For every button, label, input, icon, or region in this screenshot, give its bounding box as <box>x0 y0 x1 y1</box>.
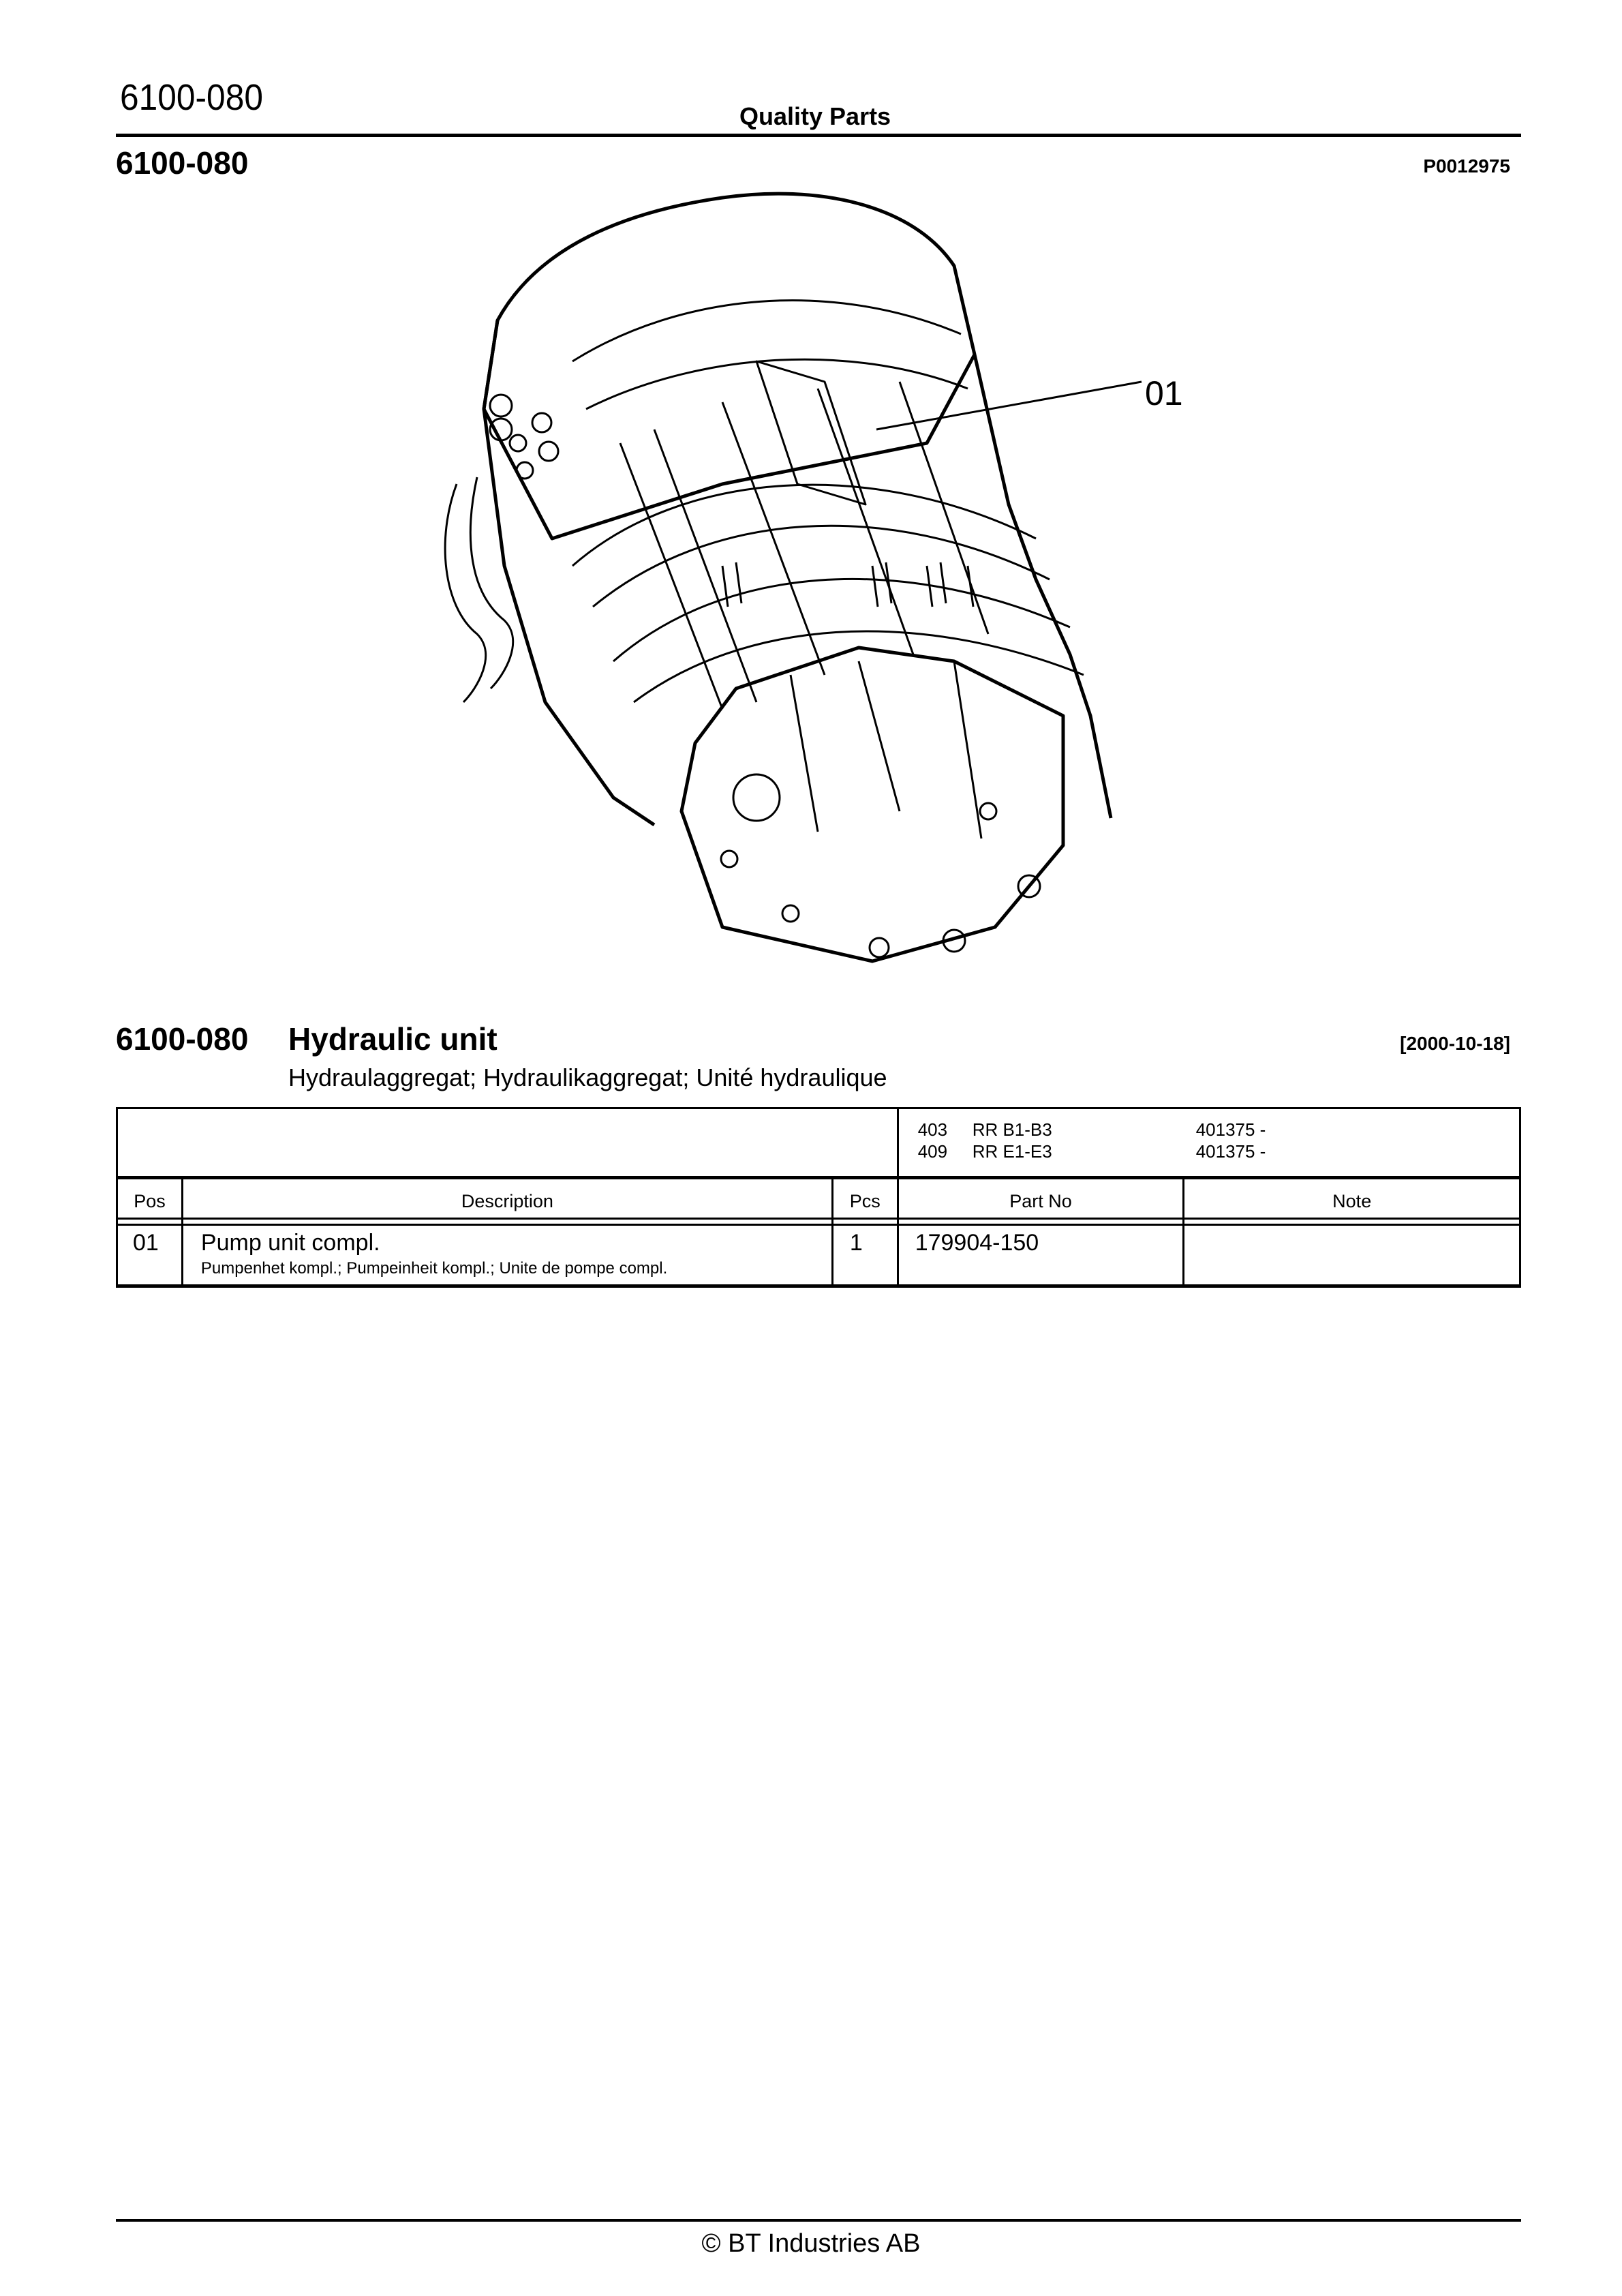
document-number: 6100-080 <box>120 77 263 118</box>
hydraulic-unit-drawing <box>436 184 1213 988</box>
header-spacer-row <box>117 1219 1520 1225</box>
model-code: 403 <box>917 1119 948 1140</box>
parts-table <box>116 1107 1521 1288</box>
description-main: Pump unit compl. <box>200 1230 380 1256</box>
description-cell <box>182 1225 832 1286</box>
sub-document-number: 6100-080 <box>116 145 249 181</box>
model-name: RR E1-E3 <box>972 1141 1052 1162</box>
model-entry <box>918 1119 1519 1141</box>
section-number: 6100-080 <box>116 1021 249 1057</box>
model-code: 409 <box>917 1141 948 1162</box>
copyright: © BT Industries AB <box>701 2229 921 2258</box>
table-row[interactable] <box>117 1225 1520 1286</box>
model-name: RR B1-B3 <box>972 1119 1052 1140</box>
model-serial: 401375 - <box>1195 1119 1266 1140</box>
description-translations: Pumpenhet kompl.; Pumpeinheit kompl.; Unite de pompe compl. <box>200 1259 668 1278</box>
section-date: [2000-10-18] <box>1400 1033 1510 1054</box>
column-header-pcs: Pcs <box>832 1178 898 1219</box>
illustration-id: P0012975 <box>1423 155 1510 177</box>
part-number-cell[interactable]: 179904-150 <box>898 1225 1184 1286</box>
pcs-cell: 1 <box>832 1225 898 1286</box>
column-header-pos: Pos <box>117 1178 183 1219</box>
column-header-description: Description <box>182 1178 832 1219</box>
model-entry <box>918 1141 1519 1162</box>
section-translations: Hydraulaggregat; Hydraulikaggregat; Unité hydraulique <box>288 1063 887 1091</box>
models-cell <box>898 1108 1520 1178</box>
section-title: Hydraulic unit <box>288 1021 498 1057</box>
brand-label: Quality Parts <box>739 102 891 130</box>
note-cell <box>1184 1225 1520 1286</box>
pos-cell: 01 <box>117 1225 183 1286</box>
header-divider <box>116 134 1521 137</box>
callout-01[interactable]: 01 <box>1145 374 1183 412</box>
footer-divider <box>116 2219 1521 2222</box>
column-header-note: Note <box>1184 1178 1520 1219</box>
models-row <box>117 1108 1520 1178</box>
models-blank-cell <box>117 1108 898 1178</box>
model-serial: 401375 - <box>1195 1141 1266 1162</box>
column-header-part-no: Part No <box>898 1178 1184 1219</box>
table-header-row <box>117 1178 1520 1219</box>
